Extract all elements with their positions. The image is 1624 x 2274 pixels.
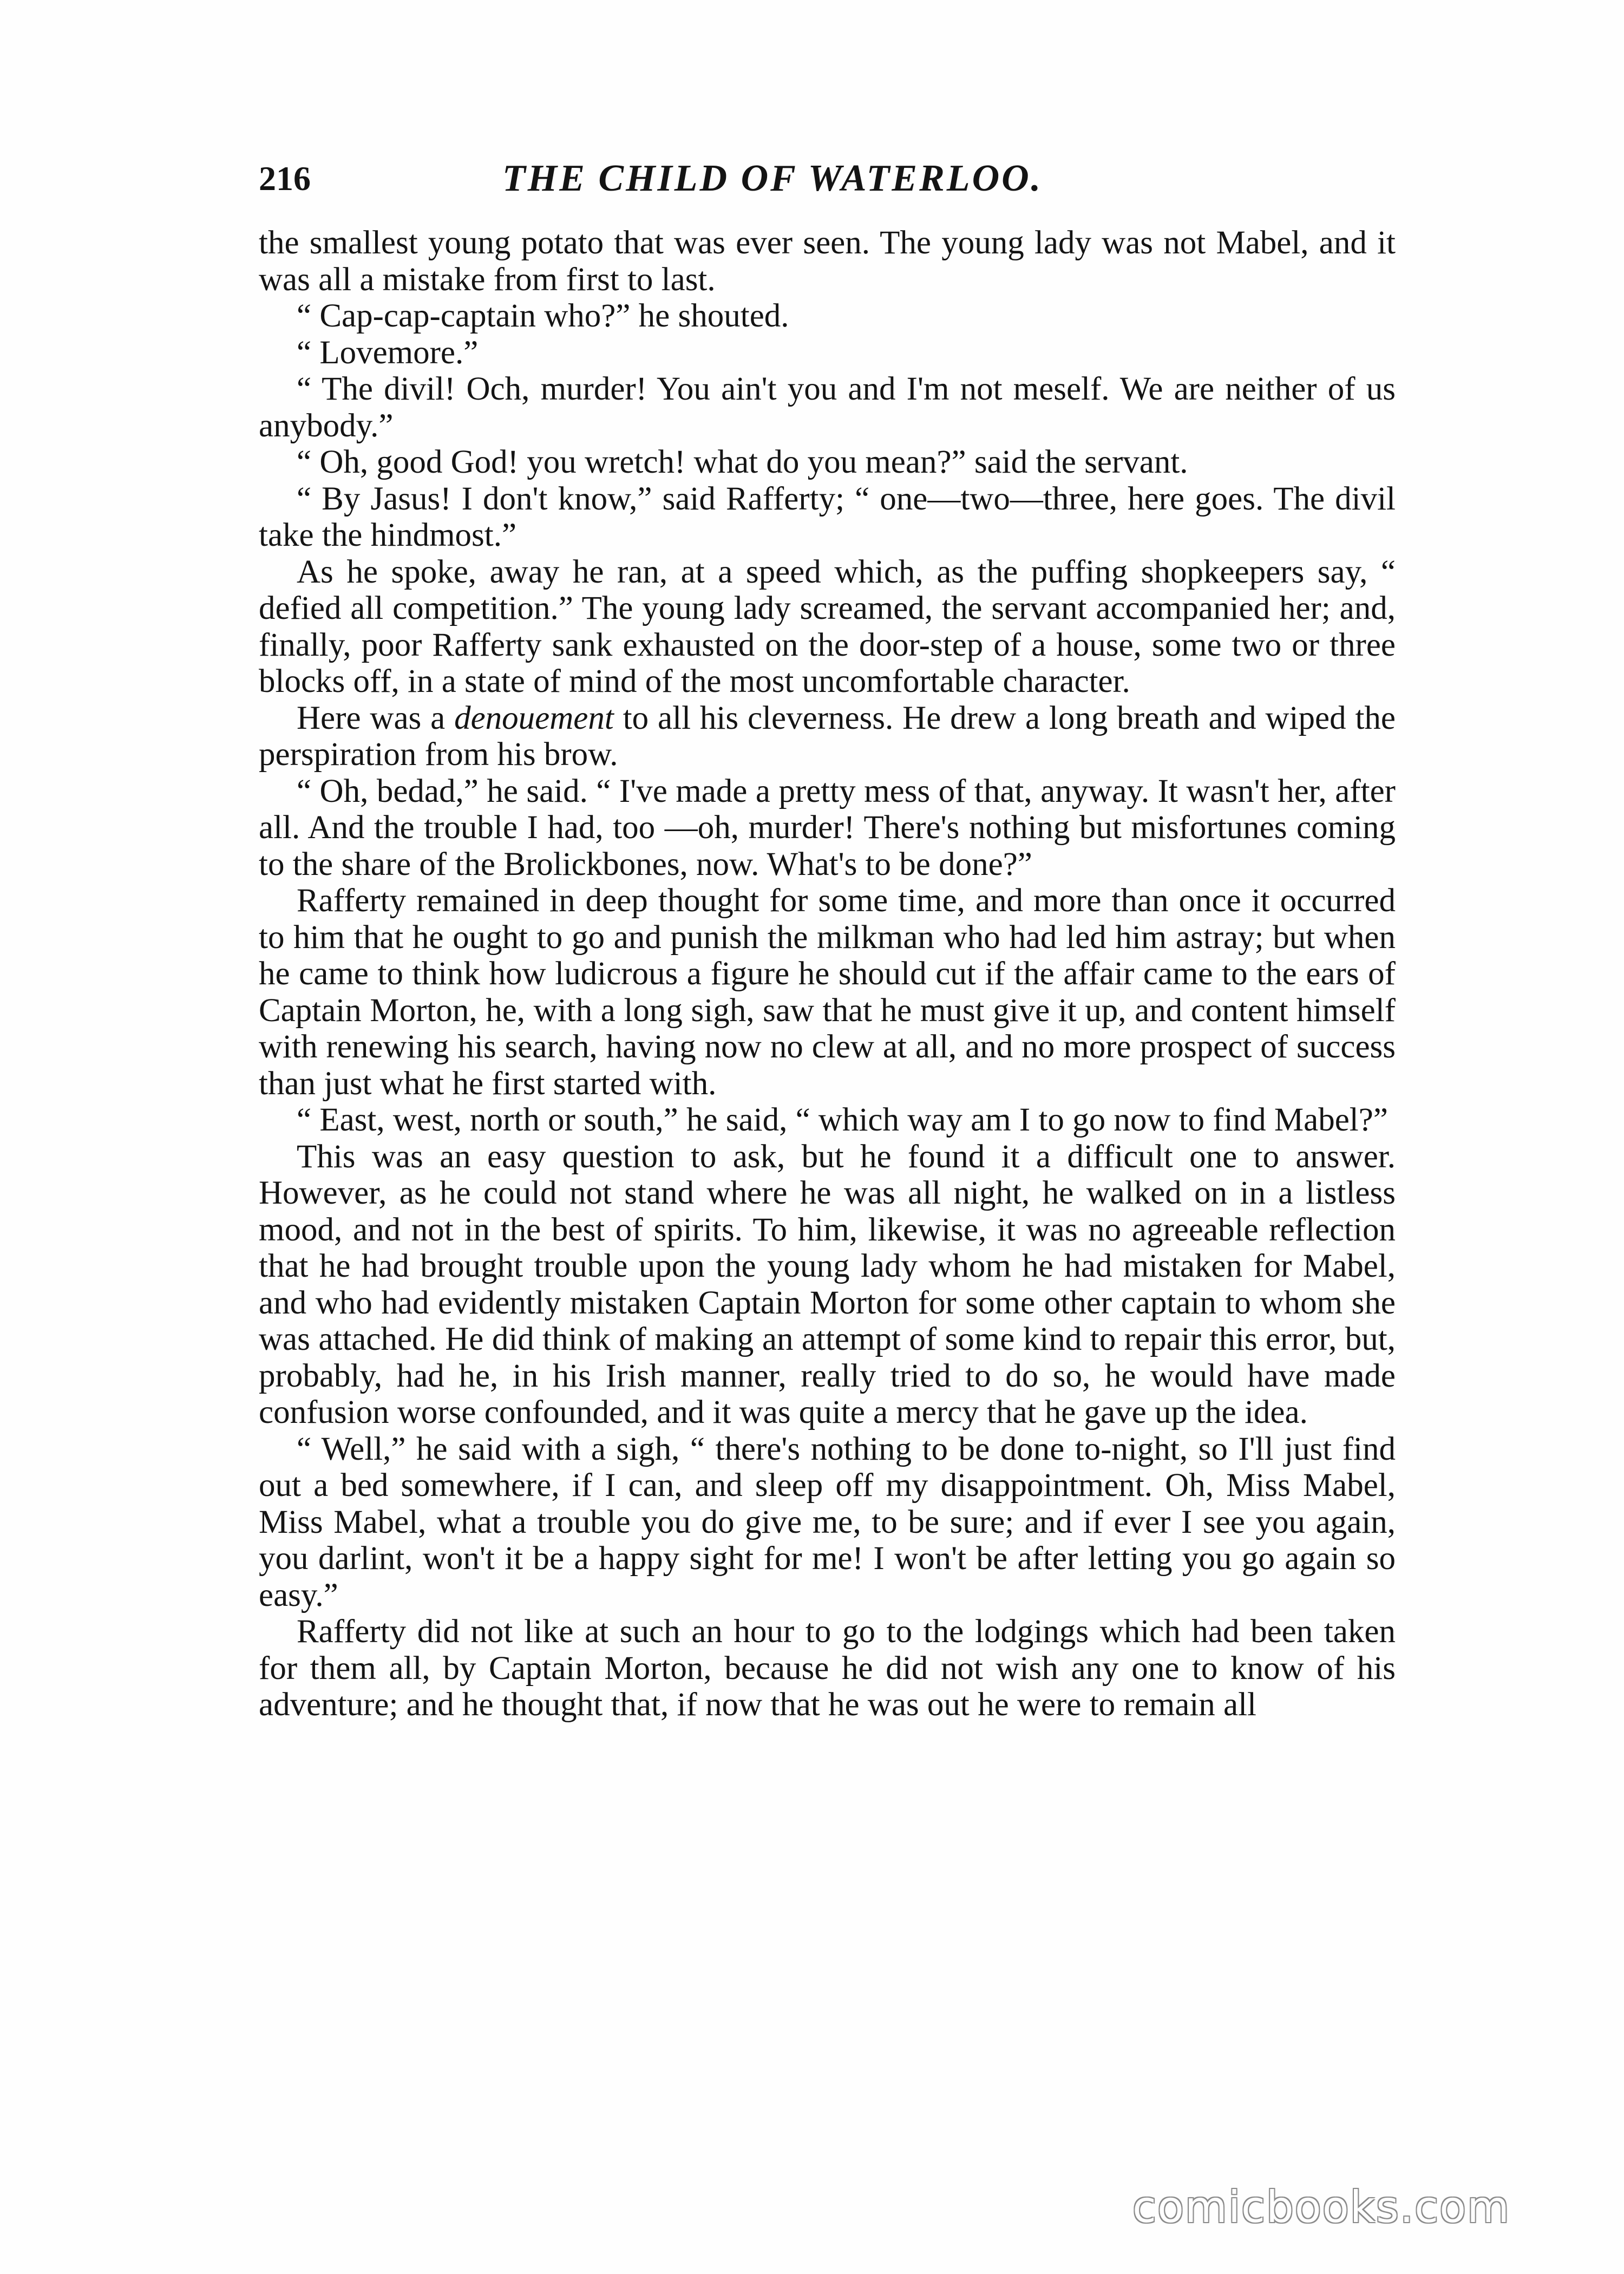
paragraph-8-emphasis: denouement [454, 700, 614, 736]
paragraph-1: the smallest young potato that was ever seen. The young lady was not Mabel, and it was all a mistake from first to last. [259, 225, 1396, 298]
paragraph-8-before: Here was a [297, 700, 455, 736]
body-text [259, 225, 1396, 1723]
running-title: THE CHILD OF WATERLOO. [502, 158, 1043, 199]
paragraph-7: As he spoke, away he ran, at a speed which, as the puffing shopkeepers say, “ defied all competition.” The young lady screamed, the servant accompanied her; and, finally, poor Rafferty sank exhausted on the door-step of a house, some two or three blocks off, in a state of mind of the most uncomfortable character. [259, 553, 1396, 700]
paragraph-8-after: to all his cleverness. He drew a long breath and wiped the perspiration from his brow. [259, 700, 1396, 773]
paragraph-14: Rafferty did not like at such an hour to go to the lodgings which had been taken for them all, by Captain Morton, because he did not wish any one to know of his adventure; and he thought that, if now that he was out he were to remain all [259, 1613, 1396, 1723]
paragraph-13: “ Well,” he said with a sigh, “ there's nothing to be done to-night, so I'll just find out a bed somewhere, if I can, and sleep off my disappointment. Oh, Miss Mabel, Miss Mabel, what a trouble you do give me, to be sure; and if ever I see you again, you darlint, won't it be a happy sight for me! I won't be after letting you go again so easy.” [259, 1430, 1396, 1613]
watermark: comicbooks.com [1132, 2182, 1510, 2232]
paragraph-10: Rafferty remained in deep thought for some time, and more than once it occurred to him that he ought to go and punish the milkman who had led him astray; but when he came to think how ludicrous a figure he should cut if the affair came to the ears of Captain Morton, he, with a long sigh, saw that he must give it up, and content himself with renewing his search, having now no clew at all, and no more prospect of success than just what he first started with. [259, 883, 1396, 1102]
paragraph-6: “ By Jasus! I don't know,” said Rafferty; “ one—two—three, here goes. The divil take the hindmost.” [259, 480, 1396, 553]
paragraph-2: “ Cap-cap-captain who?” he shouted. [297, 298, 789, 334]
paragraph-12: This was an easy question to ask, but he found it a difficult one to answer. However, as he could not stand where he was all night, he walked on in a listless mood, and not in the best of spirits. To him, likewise, it was no agreeable reflection that he had brought trouble upon the young lady whom he had mistaken for Mabel, and who had evidently mistaken Captain Morton for some other captain to whom she was attached. He did think of making an attempt of some kind to repair this error, but, probably, had he, in his Irish manner, really tried to do so, he would have made confusion worse confounded, and it was quite a mercy that he gave up the idea. [259, 1138, 1396, 1430]
paragraph-5: “ Oh, good God! you wretch! what do you mean?” said the servant. [297, 444, 1188, 480]
page-header [259, 149, 1396, 208]
paragraph-3: “ Lovemore.” [297, 334, 479, 371]
page-number: 216 [259, 159, 311, 198]
paragraph-4: “ The divil! Och, murder! You ain't you and I'm not meself. We are neither of us anybody.” [259, 371, 1396, 444]
paragraph-8 [259, 700, 1396, 773]
paragraph-9: “ Oh, bedad,” he said. “ I've made a pretty mess of that, anyway. It wasn't her, after all. And the trouble I had, too —oh, murder! There's nothing but misfortunes coming to the share of the Brolickbones, now. What's to be done?” [259, 773, 1396, 883]
paragraph-11: “ East, west, north or south,” he said, “ which way am I to go now to find Mabel?” [297, 1102, 1388, 1138]
